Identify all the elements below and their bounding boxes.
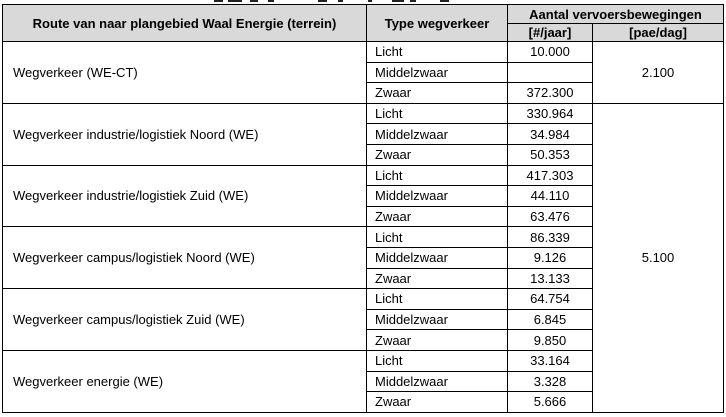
count-cell: 63.476: [508, 206, 593, 227]
type-cell: Zwaar: [367, 330, 508, 351]
type-cell: Middelzwaar: [367, 309, 508, 330]
type-cell: Middelzwaar: [367, 124, 508, 145]
type-cell: Zwaar: [367, 206, 508, 227]
header-route: Route van naar plangebied Waal Energie (terrein): [3, 5, 367, 42]
type-cell: Licht: [367, 227, 508, 248]
count-cell: 3.328: [508, 371, 593, 392]
route-cell: Wegverkeer (WE-CT): [3, 42, 367, 104]
pae-cell: 5.100: [593, 103, 724, 412]
count-cell: 330.964: [508, 103, 593, 124]
count-cell: 86.339: [508, 227, 593, 248]
count-cell: 417.303: [508, 165, 593, 186]
table-body: [3, 42, 724, 413]
count-cell: 33.164: [508, 350, 593, 371]
count-cell: 64.754: [508, 289, 593, 310]
route-cell: Wegverkeer campus/logistiek Zuid (WE): [3, 289, 367, 351]
route-cell: Wegverkeer industrie/logistiek Zuid (WE): [3, 165, 367, 227]
header-movements: Aantal vervoersbewegingen: [508, 5, 724, 24]
route-cell: Wegverkeer campus/logistiek Noord (WE): [3, 227, 367, 289]
header-unit-per-year: [#/jaar]: [508, 24, 593, 42]
type-cell: Middelzwaar: [367, 62, 508, 83]
type-cell: Middelzwaar: [367, 371, 508, 392]
count-cell: 372.300: [508, 83, 593, 104]
route-cell: Wegverkeer energie (WE): [3, 350, 367, 412]
count-cell: 50.353: [508, 144, 593, 165]
type-cell: Middelzwaar: [367, 247, 508, 268]
count-cell: 6.845: [508, 309, 593, 330]
pae-cell: 2.100: [593, 42, 724, 104]
type-cell: Licht: [367, 103, 508, 124]
count-cell: [508, 62, 593, 83]
type-cell: Zwaar: [367, 144, 508, 165]
type-cell: Zwaar: [367, 392, 508, 413]
count-cell: 44.110: [508, 186, 593, 207]
count-cell: 34.984: [508, 124, 593, 145]
type-cell: Licht: [367, 289, 508, 310]
count-cell: 5.666: [508, 392, 593, 413]
type-cell: Licht: [367, 42, 508, 63]
traffic-movements-table: [2, 4, 724, 413]
route-cell: Wegverkeer industrie/logistiek Noord (WE): [3, 103, 367, 165]
type-cell: Middelzwaar: [367, 186, 508, 207]
header-unit-pae-per-day: [pae/dag]: [593, 24, 724, 42]
type-cell: Licht: [367, 350, 508, 371]
count-cell: 9.850: [508, 330, 593, 351]
header-type: Type wegverkeer: [367, 5, 508, 42]
type-cell: Zwaar: [367, 268, 508, 289]
table-row: [3, 42, 724, 63]
count-cell: 9.126: [508, 247, 593, 268]
type-cell: Zwaar: [367, 83, 508, 104]
count-cell: 13.133: [508, 268, 593, 289]
count-cell: 10.000: [508, 42, 593, 63]
table-row: [3, 103, 724, 124]
type-cell: Licht: [367, 165, 508, 186]
